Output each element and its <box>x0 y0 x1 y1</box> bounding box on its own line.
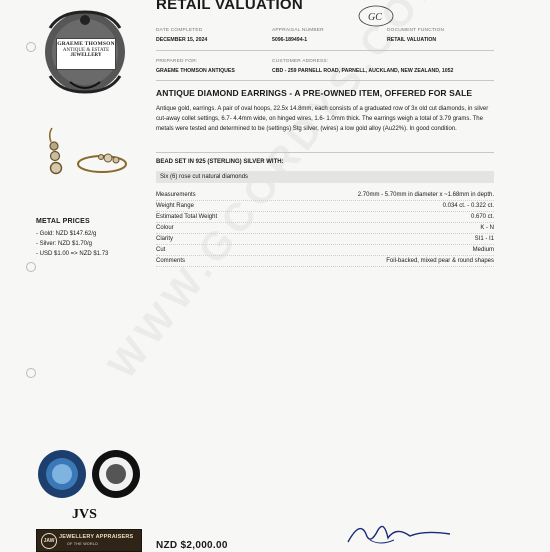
jaw-mark: JAW <box>41 533 57 549</box>
punch-hole <box>26 368 36 378</box>
customer-address-value: CBD - 259 PARNELL ROAD, PARNELL, AUCKLAND, NEW ZEALAND, 1052 <box>272 68 454 74</box>
spec-row <box>156 212 494 223</box>
setting-line-box <box>156 171 494 183</box>
spec-value: 0.670 ct. <box>470 214 494 220</box>
spec-value: Medium <box>472 247 494 253</box>
spec-row <box>156 201 494 212</box>
logo-line-2: ANTIQUE & ESTATE <box>62 48 110 53</box>
valuation-price: NZD $2,000.00 <box>156 540 228 551</box>
item-heading: ANTIQUE DIAMOND EARRINGS - A PRE-OWNED ITEM, OFFERED FOR SALE <box>156 88 473 98</box>
spec-value: SI1 - I1 <box>474 236 494 242</box>
spec-row <box>156 245 494 256</box>
spec-key: Estimated Total Weight <box>156 214 218 220</box>
jaw-badge <box>36 529 142 552</box>
spec-value: K - N <box>480 225 494 231</box>
setting-heading: BEAD SET IN 925 (STERLING) SILVER WITH: <box>156 159 284 165</box>
spec-key: Comments <box>156 258 186 264</box>
spec-value: 0.034 ct. - 0.322 ct. <box>442 203 494 209</box>
exchange-rate: - USD $1.00 => NZD $1.73 <box>36 251 109 257</box>
spec-key: Cut <box>156 247 166 253</box>
spec-row <box>156 223 494 234</box>
silver-price: - Silver: NZD $1.70/g <box>36 241 93 247</box>
gold-price: - Gold: NZD $147.62/g <box>36 231 97 237</box>
appraisal-number-value: 5096-189494-1 <box>272 37 308 43</box>
date-completed-label: DATE COMPLETED <box>156 28 203 33</box>
spec-key: Colour <box>156 225 174 231</box>
punch-hole <box>26 42 36 52</box>
document-function-label: DOCUMENT FUNCTION <box>387 28 445 33</box>
date-completed-value: DECEMBER 15, 2024 <box>156 37 208 43</box>
logo-line-3: JEWELLERY <box>70 53 102 58</box>
logo-line-1: GRAEME THOMSON <box>57 41 115 47</box>
jaw-line-2: OF THE WORLD <box>67 542 99 546</box>
metal-prices <box>36 218 156 259</box>
item-description: Antique gold, earrings. A pair of oval hoops, 22.5x 14.8mm, each consists of a graduated row of 3x old cut diamonds, in silver cut-away collet settings, 6.7- 4.4mm wide, on hinged wires, 1.6- 1.0mm thick. The earrings weigh a total of 3.79 grams. The metals were tested and determined to be (settings) Stg silver, (wires) a low gold alloy (Au22%). In good condition. <box>156 106 489 132</box>
document-title: RETAIL VALUATION <box>156 0 304 13</box>
divider <box>156 152 494 153</box>
business-logo <box>40 8 130 96</box>
spec-key: Clarity <box>156 236 174 242</box>
specs-table <box>156 190 494 267</box>
initials-text: GC <box>368 12 382 23</box>
signature <box>340 516 460 550</box>
spec-key: Measurements <box>156 192 196 198</box>
spec-value: Foil-backed, mixed pear & round shapes <box>386 258 494 264</box>
association-badges <box>36 448 146 522</box>
divider <box>156 80 494 81</box>
spec-value: 2.70mm - 5.70mm in diameter x ~1.68mm in depth. <box>357 192 494 198</box>
jaw-line-1: JEWELLERY APPRAISERS <box>59 534 134 540</box>
spec-row <box>156 256 494 267</box>
prepared-for-value: GRAEME THOMSON ANTIQUES <box>156 68 235 74</box>
jvs-logo-text: JVS <box>72 507 97 522</box>
appraisal-number-label: APPRAISAL NUMBER <box>272 28 324 33</box>
divider <box>156 50 494 51</box>
prepared-for-label: PREPARED FOR: <box>156 59 198 64</box>
logo-text-panel <box>56 38 116 70</box>
customer-address-label: CUSTOMER ADDRESS: <box>272 59 329 64</box>
initials-mark <box>356 2 396 28</box>
punch-hole <box>26 262 36 272</box>
document-function-value: RETAIL VALUATION <box>387 37 437 43</box>
earrings-photo <box>44 124 130 180</box>
spec-key: Weight Range <box>156 203 194 209</box>
setting-line: Six (6) rose cut natural diamonds <box>160 174 249 180</box>
spec-row <box>156 234 494 245</box>
spec-row <box>156 190 494 201</box>
metal-prices-heading: METAL PRICES <box>36 218 90 225</box>
